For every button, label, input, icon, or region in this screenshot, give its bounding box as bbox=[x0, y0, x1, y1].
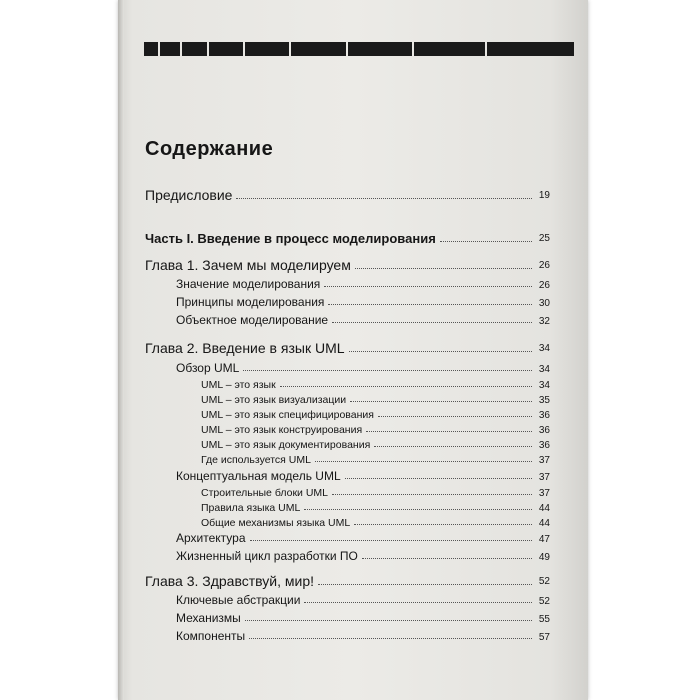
toc-section bbox=[176, 313, 550, 327]
toc-section bbox=[176, 361, 550, 375]
toc-subsection bbox=[201, 454, 550, 466]
toc-entry-title: Ключевые абстракции bbox=[176, 593, 301, 607]
toc-entry-page: 57 bbox=[538, 632, 550, 643]
toc-entry-title: Архитектура bbox=[176, 531, 246, 545]
toc-subsection bbox=[201, 502, 550, 514]
dot-leader bbox=[354, 523, 532, 525]
toc-entry-title: Обзор UML bbox=[176, 361, 240, 375]
toc-entry-page: 49 bbox=[538, 552, 550, 563]
toc-entry-page: 44 bbox=[538, 518, 550, 529]
toc-entry-title: Жизненный цикл разработки ПО bbox=[176, 549, 358, 563]
toc-section bbox=[176, 295, 550, 309]
toc-entry-page: 34 bbox=[538, 380, 550, 391]
toc-entry-title: Концептуальная модель UML bbox=[176, 469, 341, 483]
toc-entry-title: Компоненты bbox=[176, 629, 246, 643]
toc-entry-page: 36 bbox=[538, 410, 550, 421]
toc-entry-page: 32 bbox=[538, 316, 550, 327]
toc-entry-page: 52 bbox=[538, 596, 550, 607]
toc-subsection bbox=[201, 487, 550, 499]
dot-leader bbox=[315, 460, 532, 462]
dot-leader bbox=[378, 415, 532, 417]
toc-part bbox=[145, 231, 550, 246]
dot-leader bbox=[362, 557, 532, 559]
dot-leader bbox=[355, 267, 532, 269]
dot-leader bbox=[332, 493, 532, 495]
toc-chapter bbox=[145, 340, 550, 356]
toc-entry-title: Где используется UML bbox=[201, 454, 311, 466]
toc-entry-title: Глава 1. Зачем мы моделируем bbox=[145, 257, 351, 273]
toc-subsection bbox=[201, 439, 550, 451]
dot-leader bbox=[366, 430, 532, 432]
toc-entry-page: 52 bbox=[538, 576, 550, 587]
toc-chapter bbox=[145, 257, 550, 273]
toc-entry-title: UML – это язык специфицирования bbox=[201, 409, 374, 421]
dot-leader bbox=[304, 601, 532, 603]
toc-entry-page: 19 bbox=[538, 190, 550, 201]
toc-subsection bbox=[201, 394, 550, 406]
toc-subsection bbox=[201, 379, 550, 391]
toc-entry-title: Часть I. Введение в процесс моделирования bbox=[145, 231, 436, 246]
toc-section bbox=[176, 629, 550, 643]
dot-leader bbox=[245, 619, 532, 621]
toc-entry bbox=[145, 187, 550, 203]
dot-leader bbox=[345, 477, 532, 479]
toc-entry-title: Предисловие bbox=[145, 187, 233, 203]
toc-heading: Содержание bbox=[145, 138, 274, 160]
toc-entry-page: 26 bbox=[538, 260, 550, 271]
toc-subsection bbox=[201, 517, 550, 529]
dot-leader bbox=[324, 285, 532, 287]
toc-section bbox=[176, 469, 550, 483]
page-gutter-shadow bbox=[118, 0, 124, 700]
toc-entry-title: Принципы моделирования bbox=[176, 295, 325, 309]
toc-section bbox=[176, 531, 550, 545]
toc-entry-page: 55 bbox=[538, 614, 550, 625]
toc-section bbox=[176, 277, 550, 291]
toc-subsection bbox=[201, 424, 550, 436]
dot-leader bbox=[236, 197, 532, 199]
toc-entry-page: 35 bbox=[538, 395, 550, 406]
dot-leader bbox=[332, 321, 532, 323]
dot-leader bbox=[250, 539, 532, 541]
toc-entry-title: Глава 3. Здравствуй, мир! bbox=[145, 573, 315, 589]
toc-entry-title: Строительные блоки UML bbox=[201, 487, 328, 499]
toc-entry-page: 34 bbox=[538, 343, 550, 354]
dot-leader bbox=[304, 508, 532, 510]
toc-entry-title: UML – это язык bbox=[201, 379, 276, 391]
dot-leader bbox=[243, 369, 532, 371]
header-decoration-bar bbox=[144, 42, 574, 56]
toc-entry-title: Значение моделирования bbox=[176, 277, 321, 291]
toc-entry-title: Общие механизмы языка UML bbox=[201, 517, 351, 529]
toc-section bbox=[176, 549, 550, 563]
toc-entry-title: Механизмы bbox=[176, 611, 241, 625]
toc-entry-page: 30 bbox=[538, 298, 550, 309]
toc-entry-title: UML – это язык визуализации bbox=[201, 394, 347, 406]
dot-leader bbox=[249, 637, 532, 639]
toc-entry-title: Объектное моделирование bbox=[176, 313, 329, 327]
dot-leader bbox=[280, 385, 532, 387]
toc-entry-page: 36 bbox=[538, 440, 550, 451]
toc-entry-page: 37 bbox=[538, 455, 550, 466]
toc-subsection bbox=[201, 409, 550, 421]
toc-entry-page: 44 bbox=[538, 503, 550, 514]
toc-entry-title: UML – это язык конструирования bbox=[201, 424, 363, 436]
dot-leader bbox=[318, 583, 532, 585]
toc-entry-page: 37 bbox=[538, 488, 550, 499]
toc-entry-page: 37 bbox=[538, 472, 550, 483]
dot-leader bbox=[350, 400, 532, 402]
toc-entry-title: Правила языка UML bbox=[201, 502, 301, 514]
toc-chapter bbox=[145, 573, 550, 589]
toc-entry-title: UML – это язык документирования bbox=[201, 439, 371, 451]
toc-entry-title: Глава 2. Введение в язык UML bbox=[145, 340, 345, 356]
dot-leader bbox=[440, 240, 532, 242]
dot-leader bbox=[349, 350, 532, 352]
dot-leader bbox=[374, 445, 532, 447]
toc-entry-page: 34 bbox=[538, 364, 550, 375]
toc-section bbox=[176, 593, 550, 607]
toc-entry-page: 25 bbox=[538, 233, 550, 244]
toc-entry-page: 26 bbox=[538, 280, 550, 291]
dot-leader bbox=[328, 303, 532, 305]
toc-entry-page: 47 bbox=[538, 534, 550, 545]
toc-entry-page: 36 bbox=[538, 425, 550, 436]
toc-section bbox=[176, 611, 550, 625]
